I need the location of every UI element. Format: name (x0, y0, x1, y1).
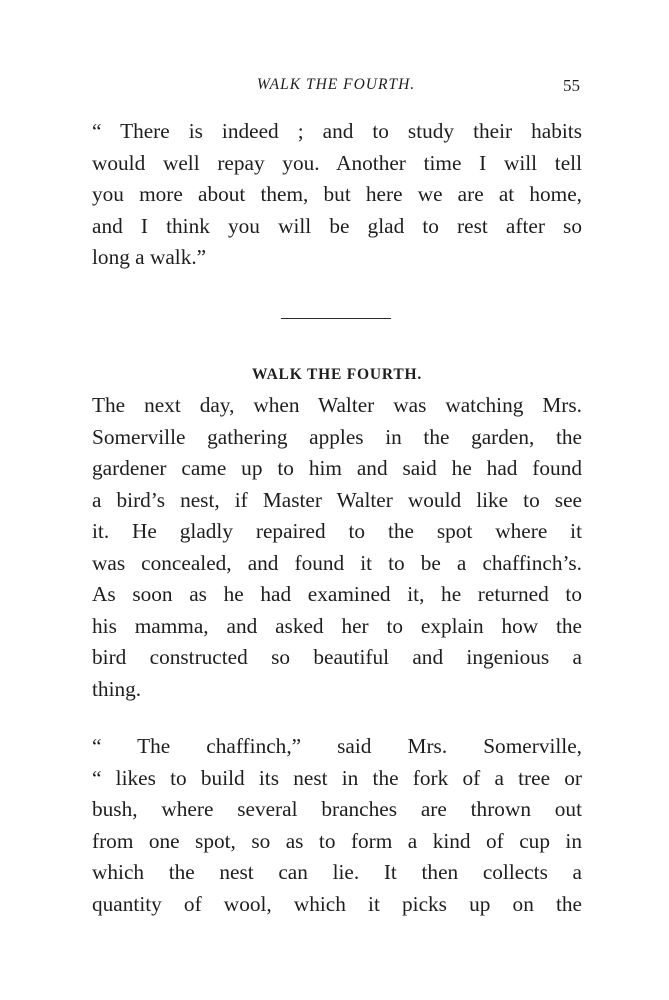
page-number: 55 (563, 76, 580, 95)
section-divider (281, 318, 391, 319)
body-paragraph (92, 731, 582, 920)
text-line: quantity of wool, which it picks up on the (92, 891, 582, 916)
text-line: “ likes to build its nest in the fork of a tree or (92, 765, 582, 790)
text-line: you more about them, but here we are at home, (92, 182, 582, 206)
text-line: a bird’s nest, if Master Walter would like to see (92, 487, 582, 512)
running-head (92, 76, 580, 100)
body-paragraph (92, 390, 582, 705)
text-line: was concealed, and found it to be a chaffinch’s. (92, 550, 582, 575)
section-heading: WALK THE FOURTH. (251, 366, 422, 383)
text-line: from one spot, so as to form a kind of cup in (92, 828, 582, 853)
text-line: which the nest can lie. It then collects a (92, 860, 582, 884)
text-line: Somerville gathering apples in the garden, the (92, 424, 582, 449)
text-line: and I think you will be glad to rest after so (92, 213, 582, 238)
text-line: “ There is indeed ; and to study their habits (92, 119, 582, 143)
intro-paragraph (92, 116, 582, 274)
text-line: it. He gladly repaired to the spot where it (92, 519, 582, 543)
text-line: his mamma, and asked her to explain how the (92, 613, 582, 638)
running-title: WALK THE FOURTH. (256, 76, 416, 93)
text-line: The next day, when Walter was watching Mrs. (92, 393, 582, 417)
text-line: gardener came up to him and said he had found (92, 456, 582, 480)
text-line: thing. (92, 676, 142, 701)
text-line: would well repay you. Another time I will tell (92, 150, 582, 175)
text-line: long a walk.” (92, 245, 207, 269)
text-line: bush, where several branches are thrown out (92, 797, 582, 821)
text-line: As soon as he had examined it, he returned to (92, 582, 582, 606)
text-line: bird constructed so beautiful and ingenious a (92, 645, 582, 669)
text-line: “ The chaffinch,” said Mrs. Somerville, (92, 734, 582, 758)
